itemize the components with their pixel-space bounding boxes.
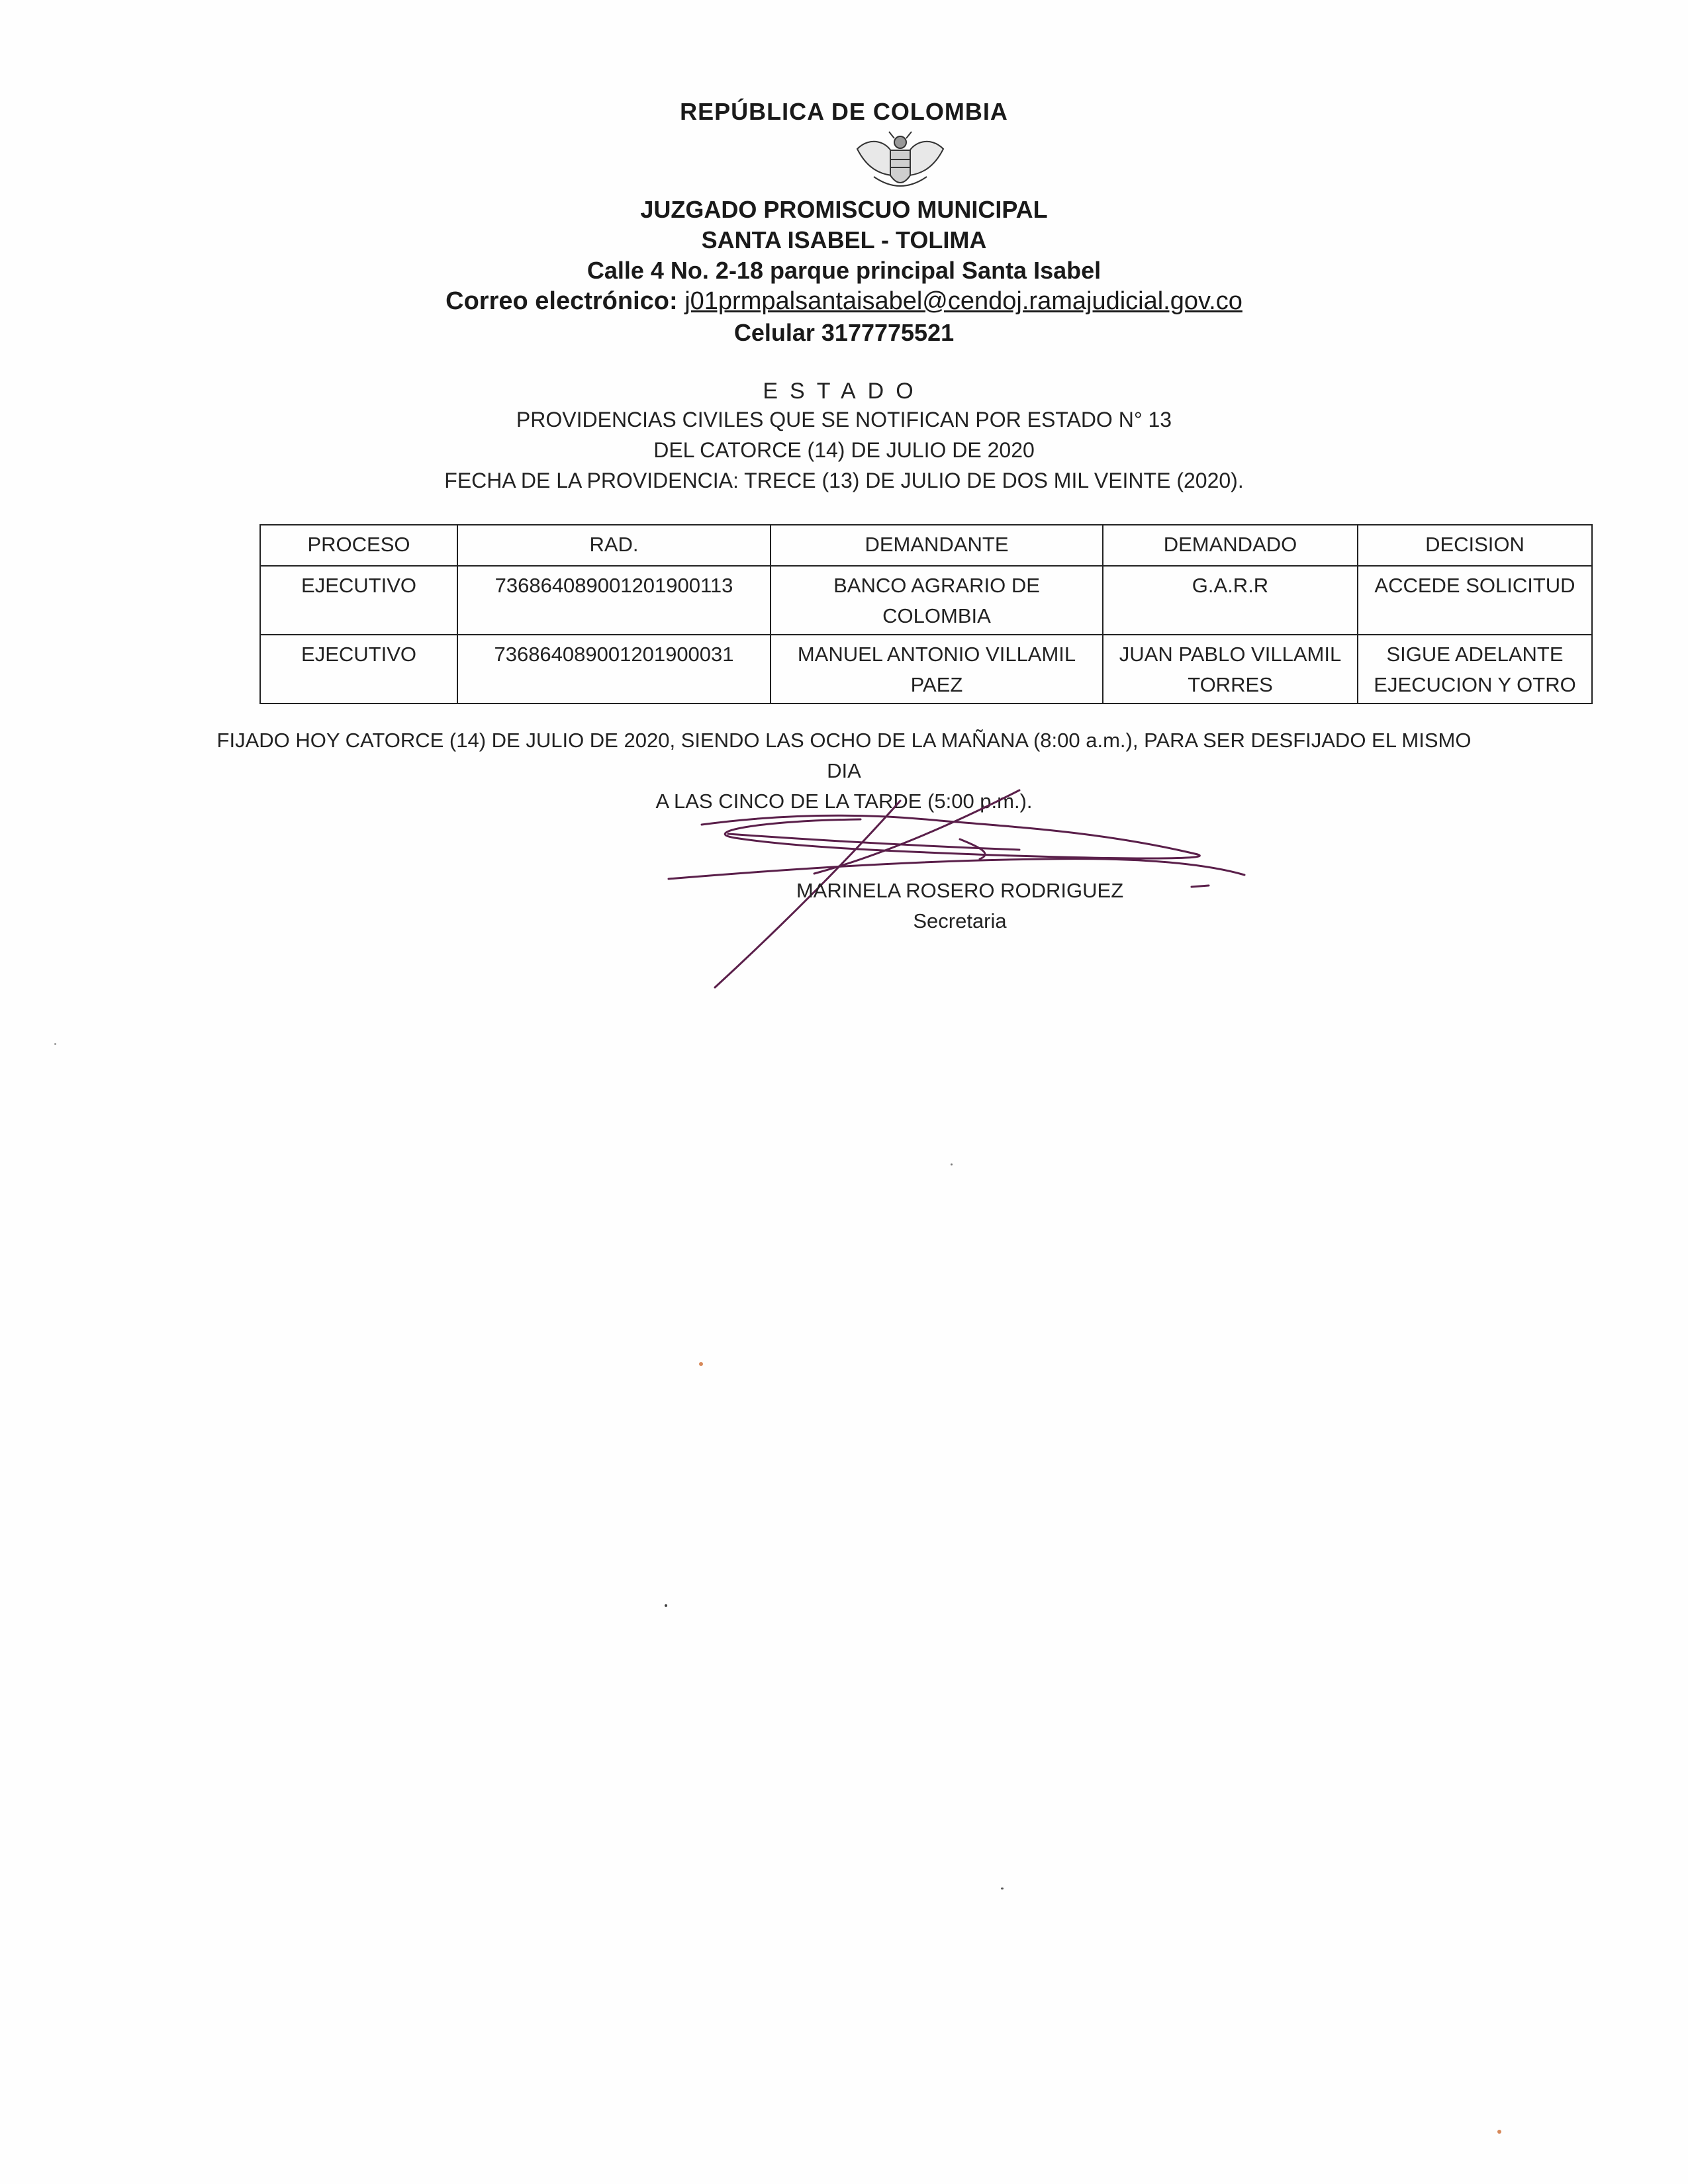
estado-line-1: PROVIDENCIAS CIVILES QUE SE NOTIFICAN POR ESTADO N° 13: [516, 408, 1172, 432]
cell-rad: 736864089001201900113: [457, 566, 771, 635]
cell-decision: ACCEDE SOLICITUD: [1358, 566, 1592, 635]
signer-role: Secretaria: [913, 909, 1007, 933]
colombia-coat-of-arms-icon: [851, 129, 950, 195]
fijado-line-1: FIJADO HOY CATORCE (14) DE JULIO DE 2020, SIENDO LAS OCHO DE LA MAÑANA (8:00 a.m.), PARA SER DESFIJADO EL MISMO DIA: [216, 729, 1472, 782]
estado-title: ESTADO: [763, 379, 925, 404]
header-demandante: DEMANDANTE: [771, 525, 1103, 566]
cell-decision: SIGUE ADELANTE EJECUCION Y OTRO: [1358, 635, 1592, 704]
cell-demandante: MANUEL ANTONIO VILLAMIL PAEZ: [771, 635, 1103, 704]
header-rad: RAD.: [457, 525, 771, 566]
email-label: Correo electrónico:: [445, 287, 685, 315]
email-link[interactable]: j01prmpalsantaisabel@cendoj.ramajudicial.gov.co: [684, 287, 1243, 315]
cell-demandado: G.A.R.R: [1103, 566, 1358, 635]
scan-speck: [951, 1163, 953, 1165]
cell-rad: 736864089001201900031: [457, 635, 771, 704]
court-municipality: SANTA ISABEL - TOLIMA: [701, 226, 987, 253]
court-name: JUZGADO PROMISCUO MUNICIPAL: [640, 196, 1048, 223]
scan-speck: [699, 1362, 703, 1366]
court-email-line: [0, 287, 1688, 316]
court-address: Calle 4 No. 2-18 parque principal Santa Isabel: [586, 257, 1102, 284]
cell-proceso: EJECUTIVO: [260, 635, 457, 704]
header-proceso: PROCESO: [260, 525, 457, 566]
cell-proceso: EJECUTIVO: [260, 566, 457, 635]
court-phone: Celular 3177775521: [733, 319, 955, 346]
cell-demandante: BANCO AGRARIO DE COLOMBIA: [771, 566, 1103, 635]
table-row: [260, 566, 1592, 635]
republica-heading: REPÚBLICA DE COLOMBIA: [680, 98, 1008, 125]
header-decision: DECISION: [1358, 525, 1592, 566]
signer-name: MARINELA ROSERO RODRIGUEZ: [796, 879, 1124, 902]
scan-speck: [1497, 2130, 1501, 2134]
scan-speck: [665, 1604, 667, 1607]
scan-speck: [1001, 1888, 1004, 1889]
providencias-table: [259, 524, 1593, 704]
table-header-row: [260, 525, 1592, 566]
estado-line-3: FECHA DE LA PROVIDENCIA: TRECE (13) DE JULIO DE DOS MIL VEINTE (2020).: [444, 469, 1244, 492]
scan-speck: [54, 1043, 56, 1045]
table-row: [260, 635, 1592, 704]
fijado-line-2: A LAS CINCO DE LA TARDE (5:00 p.m.).: [655, 790, 1033, 813]
cell-demandado: JUAN PABLO VILLAMIL TORRES: [1103, 635, 1358, 704]
estado-line-2: DEL CATORCE (14) DE JULIO DE 2020: [653, 438, 1035, 462]
header-demandado: DEMANDADO: [1103, 525, 1358, 566]
